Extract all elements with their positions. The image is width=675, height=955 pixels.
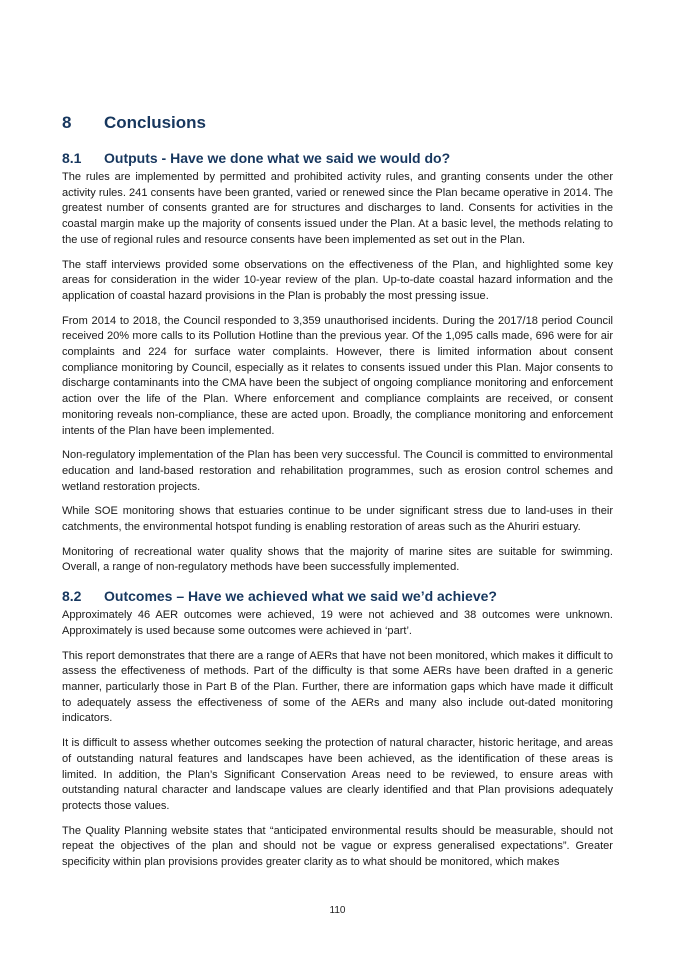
section-number: 8.1 — [62, 150, 82, 166]
page-content — [62, 150, 613, 880]
paragraph: While SOE monitoring shows that estuaries continue to be under significant stress due to land-uses in their catchments, the environmental hotspot funding is enabling restoration of areas such as the Ahuriri estuary. — [62, 505, 613, 534]
section-number: 8.2 — [62, 588, 82, 605]
page-number: 110 — [329, 905, 346, 916]
section-title: Outcomes – Have we achieved what we said we’d achieve? — [104, 588, 497, 605]
paragraph: The staff interviews provided some observations on the effectiveness of the Plan, and highlighted some key areas for consideration in the wider 10-year review of the plan. Up-to-date coastal hazard information and the application of coastal hazard provisions in the Plan is probably the most pressing issue. — [62, 258, 613, 302]
chapter-number: 8 — [62, 113, 72, 132]
chapter-heading — [62, 113, 206, 133]
paragraph: This report demonstrates that there are a range of AERs that have not been monitored, which makes it difficult to assess the effectiveness of methods. Part of the difficulty is that some AERs have been drafted in a generic manner, particularly those in Part B of the Plan. Further, there are information gaps which have made it difficult to adequately assess the effectiveness of some of the AERs and many also include out-dated monitoring indicators. — [62, 649, 613, 725]
paragraph: It is difficult to assess whether outcomes seeking the protection of natural character, historic heritage, and areas of outstanding natural features and landscapes have been achieved, as the identification of these areas is limited. In addition, the Plan’s Significant Conservation Areas need to be reviewed, to ensure areas with outstanding natural character and landscape values are clearly identified and that Plan provisions adequately protects those values. — [62, 737, 613, 812]
section-heading-8-2 — [62, 588, 613, 604]
chapter-title: Conclusions — [104, 113, 207, 132]
paragraph: Approximately 46 AER outcomes were achieved, 19 were not achieved and 38 outcomes were unknown. Approximately is used because some outcomes were achieved in ‘part’. — [62, 609, 613, 637]
section-title: Outputs - Have we done what we said we would do? — [104, 150, 451, 166]
paragraph: The Quality Planning website states that “anticipated environmental results should be measurable, should not repeat the objectives of the plan and should not be vague or express generalised expectations”. Greater specificity within plan provisions provides greater clarity as to what should be monitored, which makes — [62, 824, 613, 869]
paragraph: Non-regulatory implementation of the Plan has been very successful. The Council is committed to environmental education and land-based restoration and rehabilitation programmes, such as erosion control schemes and wetland restoration projects. — [62, 449, 613, 493]
paragraph: Monitoring of recreational water quality shows that the majority of marine sites are suitable for swimming. Overall, a range of non-regulatory methods have been successfully implemented. — [62, 545, 613, 574]
paragraph: From 2014 to 2018, the Council responded to 3,359 unauthorised incidents. During the 2017/18 period Council received 20% more calls to its Pollution Hotline than the previous year. Of the 1,095 calls made, 696 were for air complaints and 224 for surface water complaints. However, there is limited information about consent compliance monitoring by Council, especially as it relates to consents issued under this Plan. Major consents to discharge contaminants into the CMA have been the subject of ongoing compliance monitoring and enforcement action over the life of the Plan. Where enforcement and compliance complaints are received, or consent monitoring reveals non-compliance, these are acted upon. Broadly, the compliance monitoring and enforcement intents of the Plan have been implemented. — [62, 314, 613, 437]
section-heading-8-1 — [62, 150, 613, 166]
paragraph: The rules are implemented by permitted and prohibited activity rules, and granting consents under the other activity rules. 241 consents have been granted, varied or renewed since the Plan became operative in 2014. The greatest number of consents granted are for structures and discharges to land. Consents for activities in the coastal margin make up the majority of consents issued under the Plan. At a basic level, the methods relating to the use of regional rules and resource consents have been implemented as set out in the Plan. — [62, 171, 613, 246]
